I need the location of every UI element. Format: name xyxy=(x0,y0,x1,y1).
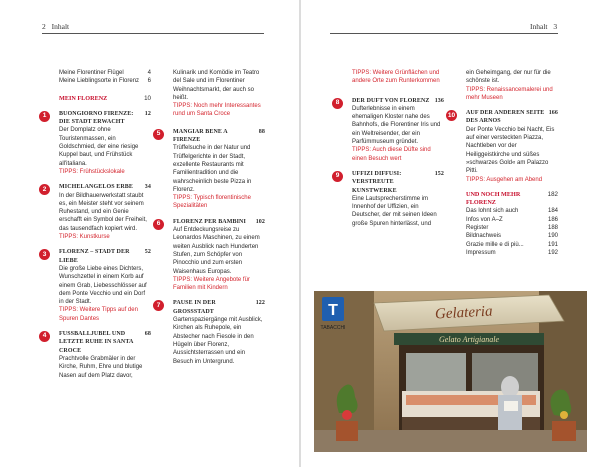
entry-description: Gartenspaziergänge mit Ausblick, Kirchen als Ruhepole, ein Abstecher nach Fiesole in den Hügeln über Florenz, Aussichtsterrassen und ein Besuch im Untergrund. xyxy=(173,317,263,365)
right-header-rule xyxy=(330,33,558,34)
toc-entry[interactable]: 9 UFFIZI DIFFUSI: VERSTREUTE KUNSTWERKE 152 Eine Lautsprecherstimme im Innenhof der Uffizien, ein Deutscher, der mit seinen Ideen große Spuren hinterlässt, und xyxy=(352,170,444,228)
toc-row[interactable]: Das lohnt sich auch 184 xyxy=(466,208,558,215)
entry-description: Eine Lautsprecherstimme im Innenhof der Uffizien, ein Deutscher, der mit seinen Ideen große Spuren hinterlässt, und xyxy=(352,195,437,227)
toc-entry[interactable]: 4 FUSSBALLJUBEL UND LETZTE RUHE IN SANTA CROCE 68 Prachtvolle Grabmäler in der Kirche, Ruhm, Ehre und blutige Nasen auf dem Platz davor, xyxy=(59,330,151,380)
entry-tip: TIPPS: Weitere Angebote für Familien mit Kindern xyxy=(173,276,250,292)
gelateria-sign: Gelateria xyxy=(434,303,493,323)
entry-description: Der Domplatz ohne Touristenmassen, ein Goldschmied, der eine riesige Kuppel baut, und Frühstück all'italiana. xyxy=(59,127,139,167)
entry-tip: TIPPS: Noch mehr Interessantes rund um Santa Croce xyxy=(173,103,261,118)
toc-column-2 xyxy=(156,69,265,366)
entry-description: Auf Entdeckungsreise zu Leonardos Maschinen, zu einem weiten Ausblick nach Hunderten Stufen, zum Schöpfer von Pinocchio und zum ersten Waisenhaus Europas. xyxy=(173,227,260,275)
toc-row[interactable]: Bildnachweis 190 xyxy=(466,233,558,240)
entry-description-continued: Kulinarik und Komödie im Teatro del Sale und im Florentiner Weihnachtsmarkt, der auch so heißt. xyxy=(173,70,260,101)
toc-entry[interactable]: 6 FLORENZ PER BAMBINI 102 Auf Entdeckungsreise zu Leonardos Maschinen, zu einem weiten Ausblick nach Hunderten Stufen, zum Schöpfer von Pinocchio und zum ersten Waisenhaus Europas. TIPPS: Weitere Angebote für Familien mit Kindern xyxy=(173,218,265,293)
entry-tip: TIPPS: Auch diese Düfte sind einen Besuch wert xyxy=(352,147,431,162)
section-mein-florenz[interactable]: MEIN FLORENZ 10 xyxy=(59,94,151,102)
entry-number-badge: 4 xyxy=(39,331,50,342)
entry-description: Die große Liebe eines Dichters, Wunschzettel in einem Korb auf einem Grab, Liebesschlösser auf dem Ponte Vecchio und ein Dorf in der Stadt. xyxy=(59,265,147,306)
entry-number-badge: 2 xyxy=(39,184,50,195)
entry-number-badge: 7 xyxy=(153,300,164,311)
toc-row[interactable]: Meine Lieblingsorte in Florenz 6 xyxy=(59,78,151,85)
left-page-number: 2 xyxy=(42,22,46,31)
entry-number-badge: 6 xyxy=(153,219,164,230)
toc-entry[interactable]: 5 MANGIAR BENE A FIRENZE 88 Trüffelsuche in der Natur und Trüffelgerichte in der Stadt, exzellente Restaurants mit Familientradition und die wahrscheinlich beste Pizza in Florenz. TIPPS: Typisch florentinische Spezialitäten xyxy=(173,128,265,211)
toc-row[interactable]: Register 188 xyxy=(466,225,558,232)
toc-entry[interactable]: 7 PAUSE IN DER GROSSSTADT 122 Gartenspaziergänge mit Ausblick, Kirchen als Ruhepole, ein Abstecher nach Fiesole in den Hügeln über Florenz, Aussichtsterrassen und ein Besuch im Untergrund. xyxy=(173,299,265,365)
entry-description: Der Ponte Vecchio bei Nacht, Eis auf einer versteckten Piazza, Nachtleben vor der Heiliggeistkirche und süßes »schwarzes Gold« am Palazzo Pitti. xyxy=(466,126,555,175)
traffic-sign-sub: TABACCHI xyxy=(320,325,346,331)
right-header xyxy=(530,22,557,31)
toc-entry[interactable]: 8 DER DUFT VON FLORENZ 136 Dufterlebnisse in einem ehemaligen Kloster nahe des Bahnhofs, die Florentiner Iris und ein Weltreisender, der ein Parfümmuseum gründet. TIPPS: Auch diese Düfte sind einen Besuch wert xyxy=(352,97,444,163)
entry-description-continued: ein Geheimgang, der nur für die schönste ist. xyxy=(466,70,551,85)
entry-tip: TIPPS: Weitere Grünflächen und andere Orte zum Runterkommen xyxy=(352,70,440,85)
gelateria-illustration xyxy=(314,291,587,452)
entry-number-badge: 1 xyxy=(39,111,50,122)
toc-row[interactable]: Meine Florentiner Flügel 4 xyxy=(59,70,151,76)
toc-row[interactable]: Grazie mille e di più... 191 xyxy=(466,241,558,248)
left-header xyxy=(42,22,69,31)
entry-number-badge: 9 xyxy=(332,171,343,182)
gelateria-photo xyxy=(314,291,587,452)
toc-column-3 xyxy=(335,69,444,228)
entry-description: Prachtvolle Grabmäler in der Kirche, Ruhm, Ehre und blutige Nasen auf dem Platz davor, xyxy=(59,355,143,379)
entry-tip: TIPPS: Ausgehen am Abend xyxy=(466,176,543,183)
entry-tip: TIPPS: Kunstkurse xyxy=(59,234,110,241)
traffic-sign-letter: T xyxy=(328,302,338,319)
entry-tip: TIPPS: Renaissancemalerei und mehr Museen xyxy=(466,86,553,101)
entry-tip: TIPPS: Frühstückslokale xyxy=(59,168,125,175)
entry-number-badge: 8 xyxy=(332,98,343,109)
entry-tip: TIPPS: Typisch florentinische Spezialitäten xyxy=(173,195,251,210)
entry-tip: TIPPS: Weitere Tipps auf den Spuren Dantes xyxy=(59,307,138,322)
section-noch-mehr-florenz[interactable]: UND NOCH MEHR FLORENZ 182 xyxy=(466,190,558,207)
right-header-title: Inhalt xyxy=(530,22,548,31)
gelato-sign: Gelato Artigianale xyxy=(438,335,500,344)
toc-entry[interactable]: 3 FLORENZ – STADT DER LIEBE 52 Die große Liebe eines Dichters, Wunschzettel in einem Korb auf einem Grab, Liebesschlösser auf dem Ponte Vecchio und ein Dorf in der Stadt. TIPPS: Weitere Tipps auf den Spuren Dantes xyxy=(59,248,151,323)
toc-column-4 xyxy=(447,69,558,257)
toc-entry[interactable]: 10 AUF DER ANDEREN SEITE DES ARNOS 166 Der Ponte Vecchio bei Nacht, Eis auf einer versteckten Piazza, Nachtleben vor der Heiliggeistkirche und süßes »schwarzes Gold« am Palazzo Pitti. TIPPS: Ausgehen am Abend xyxy=(447,110,558,183)
entry-number-badge: 5 xyxy=(153,129,164,140)
toc-column-1 xyxy=(42,69,151,380)
toc-row[interactable]: Impressum 192 xyxy=(466,249,558,256)
toc-entry[interactable]: 1 BUONGIORNO FIRENZE: DIE STADT ERWACHT 12 Der Domplatz ohne Touristenmassen, ein Goldschmied, der eine riesige Kuppel baut, und Frühstück all'italiana. TIPPS: Frühstückslokale xyxy=(59,110,151,176)
entry-number-badge: 3 xyxy=(39,249,50,260)
toc-row[interactable]: Infos von A–Z 186 xyxy=(466,216,558,223)
entry-description: Dufterlebnisse in einem ehemaligen Kloster nahe des Bahnhofs, die Florentiner Iris und ein Weltreisender, der ein Parfümmuseum gründet. xyxy=(352,105,441,146)
entry-description: Trüffelsuche in der Natur und Trüffelgerichte in der Stadt, exzellente Restaurants mit Familientradition und die wahrscheinlich beste Pizza in Florenz. xyxy=(173,145,252,193)
left-header-title: Inhalt xyxy=(51,22,70,31)
entry-number-badge: 10 xyxy=(446,110,457,121)
entry-description: In der Bildhauerwerkstatt staubt es, ein Meister steht vor seinem Ruhestand, und ein Genie erschafft ein Symbol der Freiheit, das tausendfach kopiert wird. xyxy=(59,192,147,232)
left-header-rule xyxy=(42,33,264,34)
right-page-number: 3 xyxy=(553,22,558,31)
toc-entry[interactable]: 2 MICHELANGELOS ERBE 34 In der Bildhauerwerkstatt staubt es, ein Meister steht vor seinem Ruhestand, und ein Genie erschafft ein Symbol der Freiheit, das tausendfach kopiert wird. TIPPS: Kunstkurse xyxy=(59,183,151,241)
